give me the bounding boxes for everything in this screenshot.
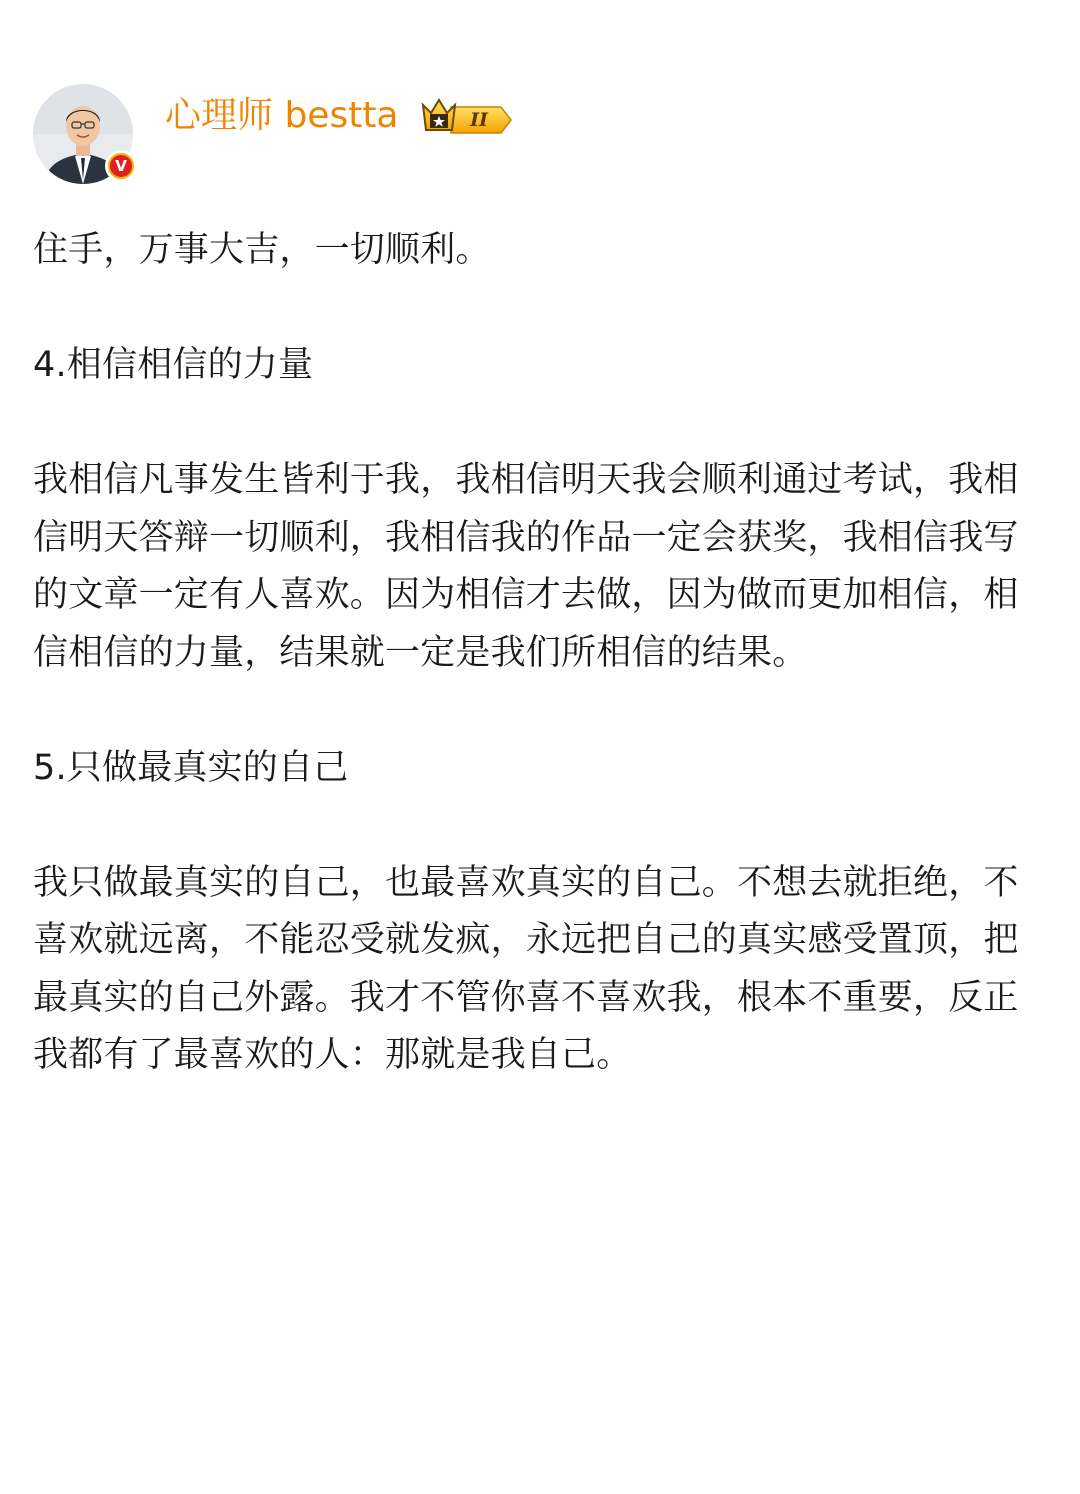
section-heading: 5.只做最真实的自己 bbox=[33, 747, 349, 788]
member-crown-icon[interactable] bbox=[421, 96, 513, 134]
post-paragraph: 我相信凡事发生皆利于我，我相信明天我会顺利通过考试，我相信明天答辩一切顺利，我相信我的作品一定会获奖，我相信我写的文章一定有人喜欢。因为相信才去做，因为做而更加相信，相信相信的力量，结果就一定是我们所相信的结果。 bbox=[33, 460, 1019, 673]
verified-badge bbox=[105, 150, 137, 182]
post-header bbox=[33, 84, 1043, 186]
post-content bbox=[33, 222, 1043, 1085]
section-heading: 4.相信相信的力量 bbox=[33, 345, 314, 385]
verified-icon: V bbox=[110, 155, 132, 177]
author-name[interactable]: 心理师 bestta bbox=[165, 95, 399, 136]
member-level: II bbox=[470, 109, 488, 131]
post-paragraph: 住手，万事大吉，一切顺利。 bbox=[33, 230, 491, 270]
post-paragraph: 我只做最真实的自己，也最喜欢真实的自己。不想去就拒绝，不喜欢就远离，不能忍受就发疯，永远把自己的真实感受置顶，把最真实的自己外露。我才不管你喜不喜欢我，根本不重要，反正我都有了最喜欢的人：那就是我自己。 bbox=[33, 862, 1019, 1075]
